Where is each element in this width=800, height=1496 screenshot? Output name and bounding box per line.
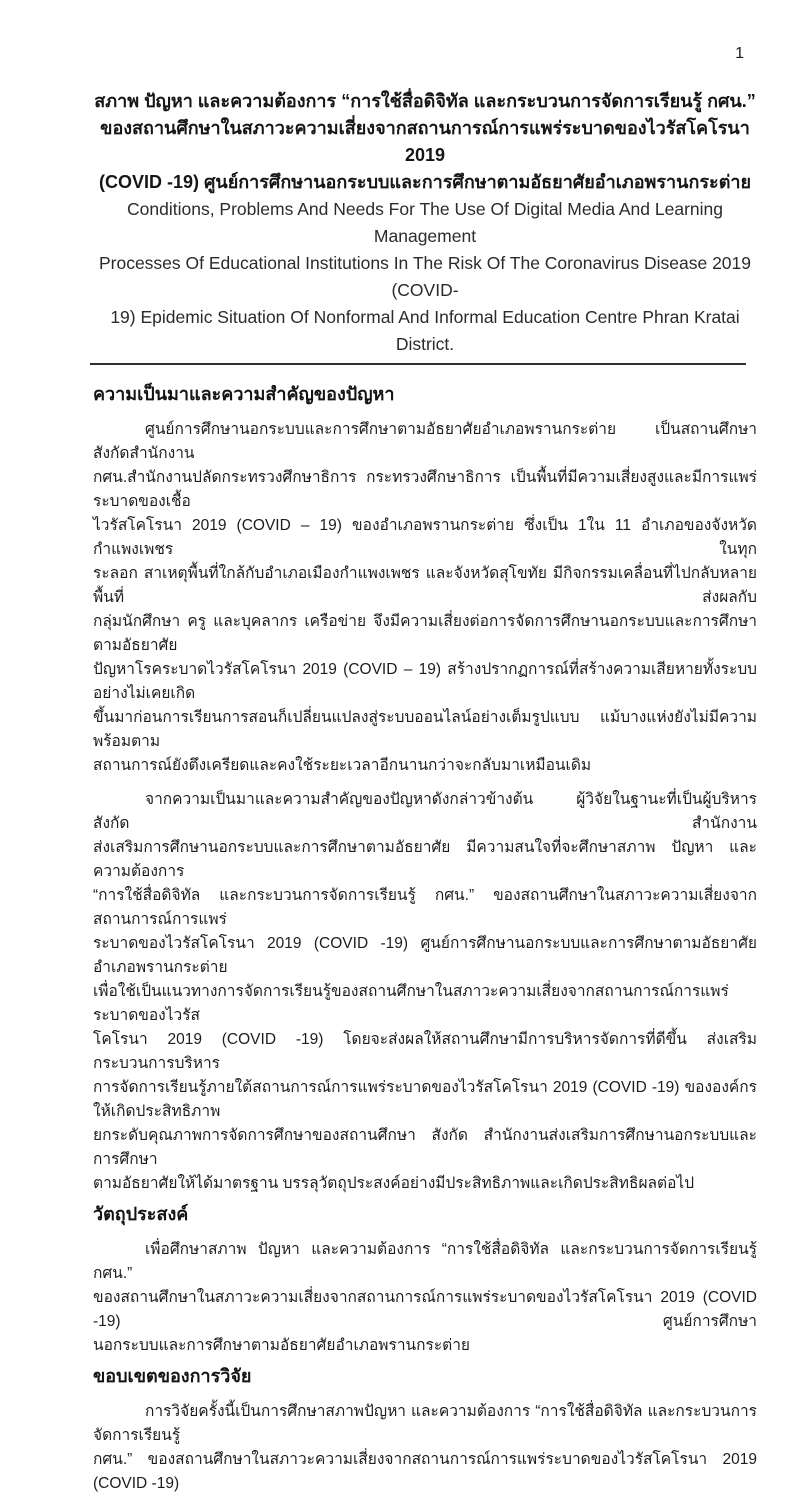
paragraph <box>93 418 757 778</box>
text-line: ปัญหาโรคระบาดไวรัสโคโรนา 2019 (COVID – 19) สร้างปรากฏการณ์ที่สร้างความเสียหายทั้งระบบอย่างไม่เคยเกิด <box>93 661 757 702</box>
text-line: ขึ้นมาก่อนการเรียนการสอนก็เปลี่ยนแปลงสู่ระบบออนไลน์อย่างเต็มรูปแบบ แม้บางแห่งยังไม่มีความพร้อมตาม <box>93 709 757 750</box>
title-thai <box>93 88 757 196</box>
section-objectives <box>93 1201 757 1358</box>
text-line: เพื่อศึกษาสภาพ ปัญหา และความต้องการ “การใช้สื่อดิจิทัล และกระบวนการจัดการเรียนรู้ กศน.” <box>93 1241 757 1282</box>
title-english <box>93 196 757 358</box>
page-number: 1 <box>735 45 744 62</box>
text-line: การจัดการเรียนรู้ภายใต้สถานการณ์การแพร่ระบาดของไวรัสโคโรนา 2019 (COVID -19) ขององค์กรให้เกิดประสิทธิภาพ <box>93 1079 757 1120</box>
text-line: กลุ่มนักศึกษา ครู และบุคลากร เครือข่าย จึงมีความเสี่ยงต่อการจัดการศึกษานอกระบบและการศึกษาตามอัธยาศัย <box>93 613 757 654</box>
section-heading-scope: ขอบเขตของการวิจัย <box>93 1366 252 1386</box>
page-content <box>93 88 757 1496</box>
text-line: ไวรัสโคโรนา 2019 (COVID – 19) ของอำเภอพรานกระต่าย ซึ่งเป็น 1ใน 11 อำเภอของจังหวัดกำแพงเพชร ในทุก <box>93 517 757 558</box>
text-line: ยกระดับคุณภาพการจัดการศึกษาของสถานศึกษา สังกัด สำนักงานส่งเสริมการศึกษานอกระบบและการศึกษา <box>93 1127 757 1168</box>
text-line: การวิจัยครั้งนี้เป็นการศึกษาสภาพปัญหา และความต้องการ “การใช้สื่อดิจิทัล และกระบวนการจัดการเรียนรู้ <box>93 1403 757 1444</box>
text-line: จากความเป็นมาและความสำคัญของปัญหาดังกล่าวข้างต้น ผู้วิจัยในฐานะที่เป็นผู้บริหาร สังกัด สำนักงาน <box>93 791 757 832</box>
text-line: เพื่อใช้เป็นแนวทางการจัดการเรียนรู้ของสถานศึกษาในสภาวะความเสี่ยงจากสถานการณ์การแพร่ระบาดของไวรัส <box>93 983 729 1024</box>
text-line: ตามอัธยาศัยให้ได้มาตรฐาน บรรลุวัตถุประสงค์อย่างมีประสิทธิภาพและเกิดประสิทธิผลต่อไป <box>93 1175 695 1192</box>
section-heading-objectives: วัตถุประสงค์ <box>93 1204 189 1224</box>
paragraph <box>93 788 757 1196</box>
paragraph <box>93 1238 757 1358</box>
text-line: ศูนย์การศึกษานอกระบบและการศึกษาตามอัธยาศัยอำเภอพรานกระต่าย เป็นสถานศึกษา สังกัดสำนักงาน <box>93 421 757 462</box>
text-line: Conditions, Problems And Needs For The Use Of Digital Media And Learning Management <box>127 199 723 246</box>
section-background <box>93 381 757 1196</box>
title-divider <box>90 363 746 365</box>
section-heading-background: ความเป็นมาและความสำคัญของปัญหา <box>93 384 395 404</box>
text-line: ระบาดของไวรัสโคโรนา 2019 (COVID -19) ศูนย์การศึกษานอกระบบและการศึกษาตามอัธยาศัยอำเภอพรานกระต่าย <box>93 935 757 976</box>
text-line: กศน.” ของสถานศึกษาในสภาวะความเสี่ยงจากสถานการณ์การแพร่ระบาดของไวรัสโคโรนา 2019 (COVID -19) <box>93 1451 757 1492</box>
text-line: ระลอก สาเหตุพื้นที่ใกล้กับอำเภอเมืองกำแพงเพชร และจังหวัดสุโขทัย มีกิจกรรมเคลื่อนที่ไปกลับหลายพื้นที่ ส่งผลกับ <box>93 565 757 606</box>
section-scope <box>93 1363 757 1496</box>
text-line: “การใช้สื่อดิจิทัล และกระบวนการจัดการเรียนรู้ กศน.” ของสถานศึกษาในสภาวะความเสี่ยงจากสถานการณ์การแพร่ <box>93 887 757 928</box>
text-line: Processes Of Educational Institutions In The Risk Of The Coronavirus Disease 2019 (COVID- <box>98 253 752 300</box>
text-line: ส่งเสริมการศึกษานอกระบบและการศึกษาตามอัธยาศัย มีความสนใจที่จะศึกษาสภาพ ปัญหา และความต้องการ <box>93 839 757 880</box>
text-line: นอกระบบและการศึกษาตามอัธยาศัยอำเภอพรานกระต่าย <box>93 1337 471 1354</box>
text-line: โคโรนา 2019 (COVID -19) โดยจะส่งผลให้สถานศึกษามีการบริหารจัดการที่ดีขึ้น ส่งเสริมกระบวนการบริหาร <box>93 1031 757 1072</box>
text-line: ของสถานศึกษาในสภาวะความเสี่ยงจากสถานการณ์การแพร่ระบาดของไวรัสโคโรนา 2019 (COVID -19) ศูนย์การศึกษา <box>93 1289 757 1330</box>
text-line: สภาพ ปัญหา และความต้องการ “การใช้สื่อดิจิทัล และกระบวนการจัดการเรียนรู้ กศน.” <box>94 91 756 111</box>
text-line: 19) Epidemic Situation Of Nonformal And Informal Education Centre Phran Kratai District. <box>110 307 740 354</box>
text-line: ของสถานศึกษาในสภาวะความเสี่ยงจากสถานการณ์การแพร่ระบาดของไวรัสโคโรนา 2019 <box>100 118 750 165</box>
text-line: สถานการณ์ยังตึงเครียดและคงใช้ระยะเวลาอีกนานกว่าจะกลับมาเหมือนเดิม <box>93 757 592 774</box>
paragraph <box>93 1400 757 1496</box>
text-line: (COVID -19) ศูนย์การศึกษานอกระบบและการศึกษาตามอัธยาศัยอำเภอพรานกระต่าย <box>98 172 752 192</box>
text-line: กศน.สำนักงานปลัดกระทรวงศึกษาธิการ กระทรวงศึกษาธิการ เป็นพื้นที่มีความเสี่ยงสูงและมีการแพร่ระบาดของเชื้อ <box>93 469 757 510</box>
